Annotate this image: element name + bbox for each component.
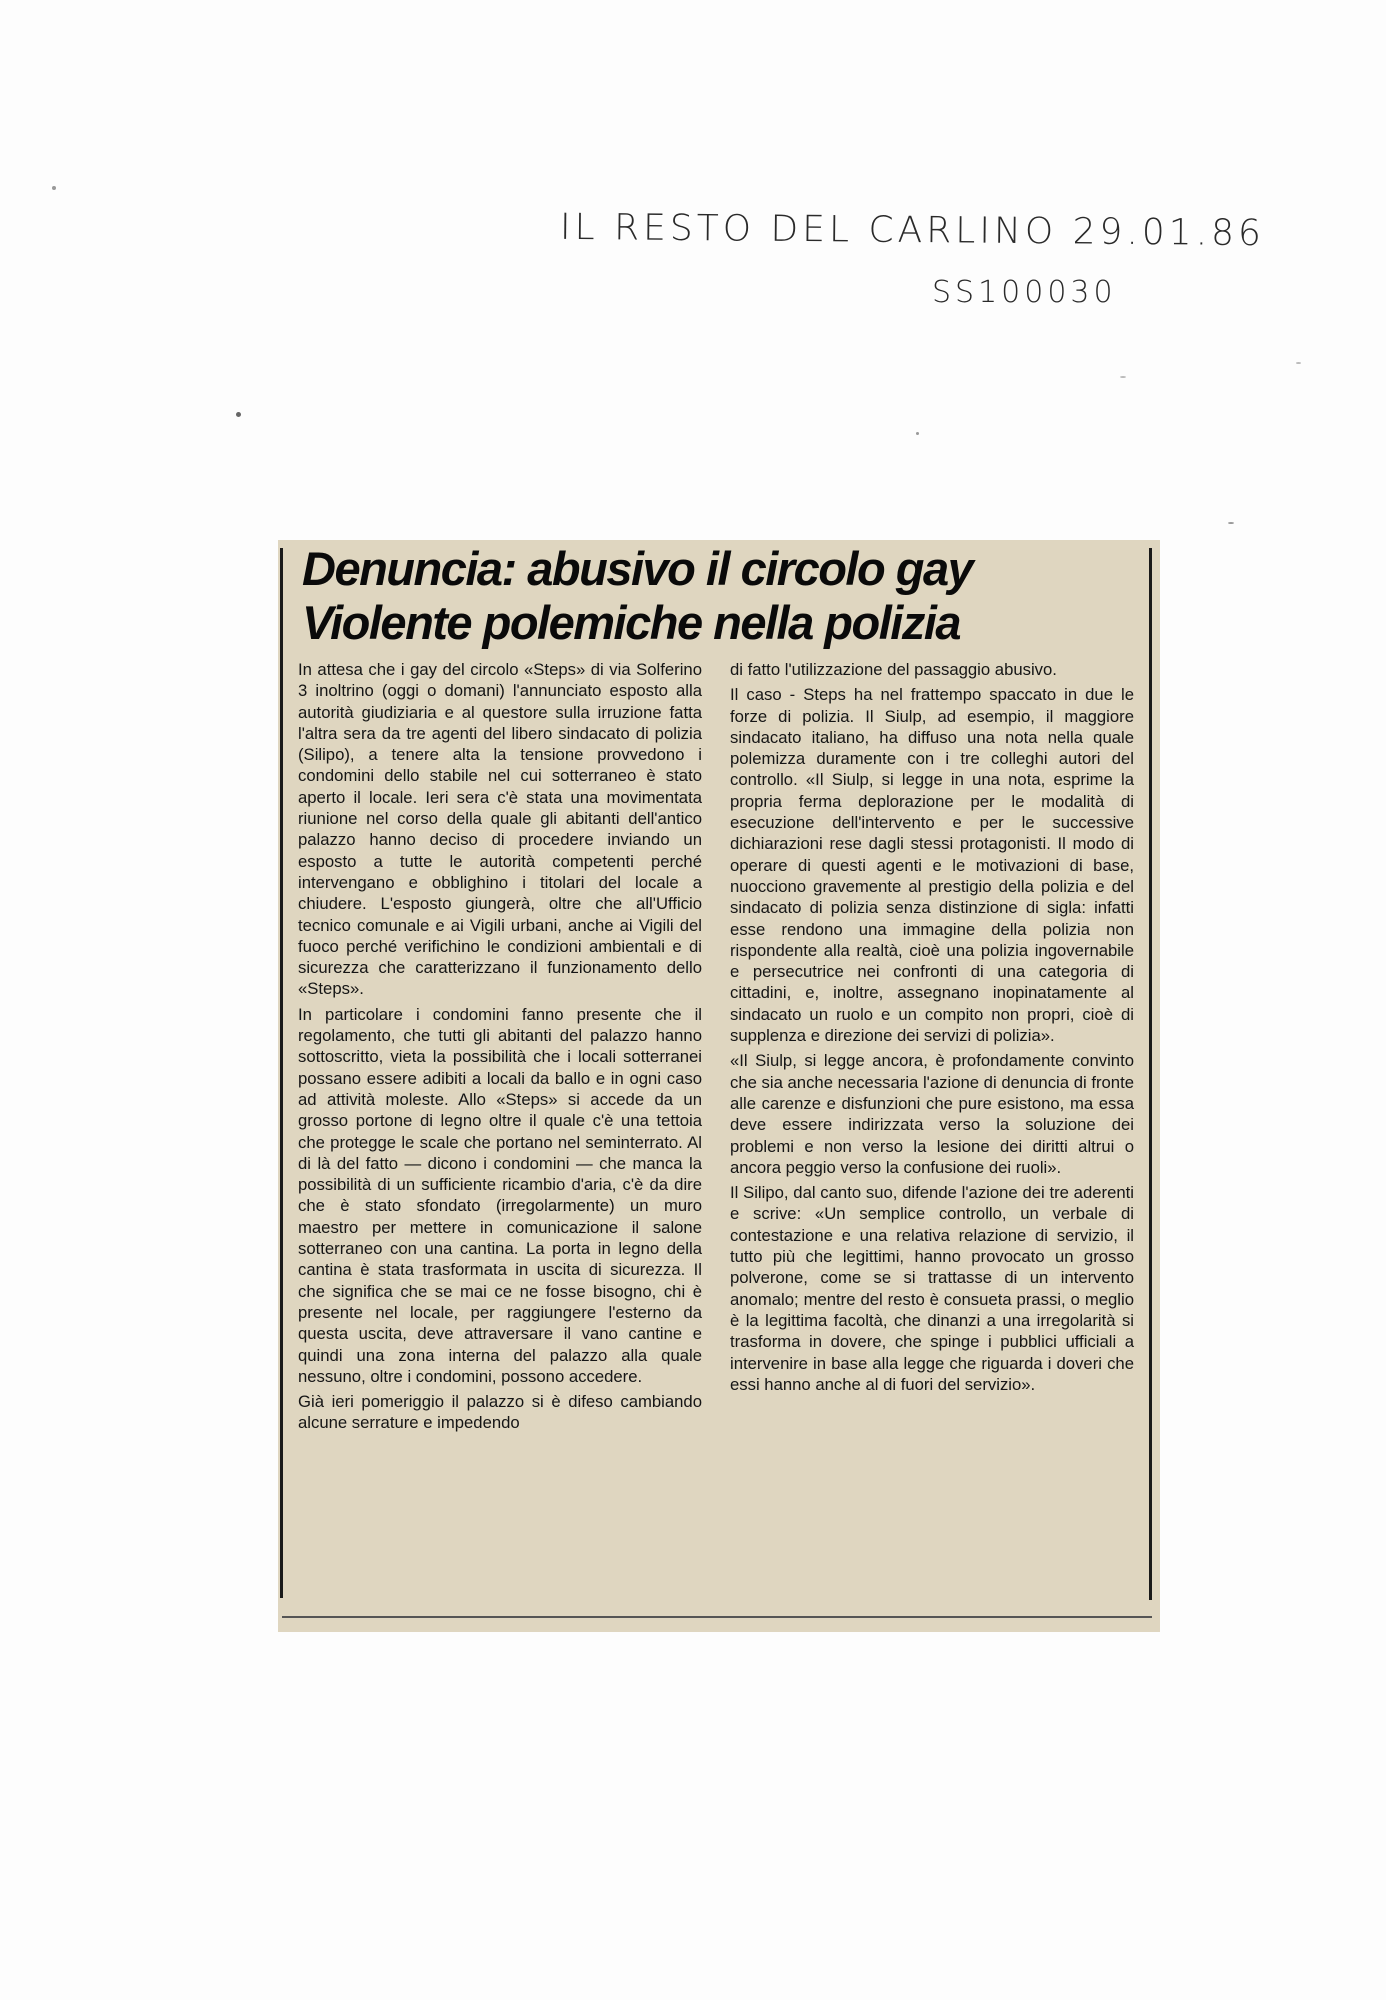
headline-line-1: Denuncia: abusivo il circolo gay: [302, 542, 973, 595]
clipping-right-rule: [1149, 548, 1152, 1600]
paragraph: di fatto l'utilizzazione del passaggio abusivo.: [730, 660, 1057, 679]
article-column-left: [298, 659, 702, 1438]
article-column-right: [730, 659, 1134, 1399]
scan-speck: [236, 412, 241, 417]
scan-speck: [1120, 376, 1126, 378]
scan-speck: [1228, 522, 1234, 524]
handwritten-source-note: IL RESTO DEL CARLINO 29.01.86: [559, 206, 1266, 255]
paragraph: In attesa che i gay del circolo «Steps» di via Solferino 3 inoltrino (oggi o domani) l'annunciato esposto alla autorità giudiziaria e al questore sulla irruzione fatta l'altra sera da tre agenti del libero sindacato di polizia (Silipo), a tenere alta la tensione provvedono i condomini dello stabile nel cui sotterraneo è stato aperto il locale. Ieri sera c'è stata una movimentata riunione nel corso della quale gli abitanti dell'antico palazzo hanno deciso di procedere inviando un esposto a tutte le autorità competenti perché intervengano e obblighino i titolari del locale a chiudere. L'esposto giungerà, oltre che all'Ufficio tecnico comunale e ai Vigili urbani, anche ai Vigili del fuoco perché verifichino le condizioni ambientali e di sicurezza che caratterizzano il funzionamento dello «Steps».: [298, 660, 702, 999]
scan-speck: [52, 186, 56, 190]
paragraph: In particolare i condomini fanno presente che il regolamento, che tutti gli abitanti del palazzo hanno sottoscritto, vieta la possibilità che i locali sotterranei possano essere adibiti a locali da ballo e in ogni caso ad attività moleste. Allo «Steps» si accede da un grosso portone di legno oltre il quale c'è una tettoia che protegge le scale che portano nel seminterrato. Al di là del fatto — dicono i condomini — che manca la possibilità di un sufficiente ricambio d'aria, c'è da dire che è stato sfondato (irregolarmente) un muro maestro per mettere in comunicazione il salone sotterraneo con una cantina. La porta in legno della cantina è stata trasformata in uscita di sicurezza. Il che significa che se mai ce ne fosse bisogno, chi è presente nel locale, per raggiungere l'esterno da questa uscita, deve attraversare il vano cantine e quindi una zona interna del palazzo alla quale nessuno, oltre i condomini, possono accedere.: [298, 1004, 702, 1386]
handwritten-archive-code: SS100030: [932, 275, 1117, 310]
scan-speck: [916, 432, 919, 435]
scan-speck: [1296, 362, 1301, 364]
headline-line-2: Violente polemiche nella polizia: [302, 596, 961, 649]
paragraph: Il caso - Steps ha nel frattempo spaccato in due le forze di polizia. Il Siulp, ad esempio, il maggiore sindacato italiano, ha diffuso una nota nella quale polemizza duramente con i tre colleghi autori del controllo. «Il Siulp, si legge in una nota, esprime la propria ferma deplorazione per le modalità di esecuzione dell'intervento e per le successive dichiarazioni rese dagli stessi protagonisti. Il modo di operare di questi agenti e le motivazioni di base, nuocciono gravemente al prestigio della polizia e del sindacato di polizia senza distinzione di sigla: infatti esse rendono una immagine della polizia non rispondente alla realtà, cioè una polizia ingovernabile e persecutrice nei confronti di una categoria di cittadini, e, inoltre, assegnano inopinatamente al sindacato un ruolo e un compito non propri, cioè di supplenza e direzione dei servizi di polizia».: [730, 685, 1134, 1046]
clipping-left-rule: [280, 548, 283, 1598]
clipping-bottom-rule: [282, 1616, 1152, 1618]
paragraph: «Il Siulp, si legge ancora, è profondamente convinto che sia anche necessaria l'azione di denuncia di fronte alle carenze e disfunzioni che pure esistono, ma essa deve essere indirizzata verso la soluzione dei problemi e non verso la lesione dei diritti altrui o ancora peggio verso la confusione dei ruoli».: [730, 1051, 1134, 1177]
paragraph: Il Silipo, dal canto suo, difende l'azione dei tre aderenti e scrive: «Un semplice controllo, un verbale di contestazione e una relativa relazione di servizio, il tutto più che legittimi, hanno provocato un grosso polverone, come se si trattasse di un intervento anomalo; mentre del resto è consueta prassi, o meglio è la legittima facoltà, che dinanzi a una irregolarità si trasforma in dovere, che spinge i pubblici ufficiali a intervenire in base alla legge che riguarda i doveri che essi hanno anche al di fuori del servizio».: [730, 1183, 1134, 1394]
article-headline: [302, 542, 1142, 650]
paragraph: Già ieri pomeriggio il palazzo si è difeso cambiando alcune serrature e impedendo: [298, 1392, 702, 1433]
newspaper-clipping: [278, 540, 1160, 1632]
